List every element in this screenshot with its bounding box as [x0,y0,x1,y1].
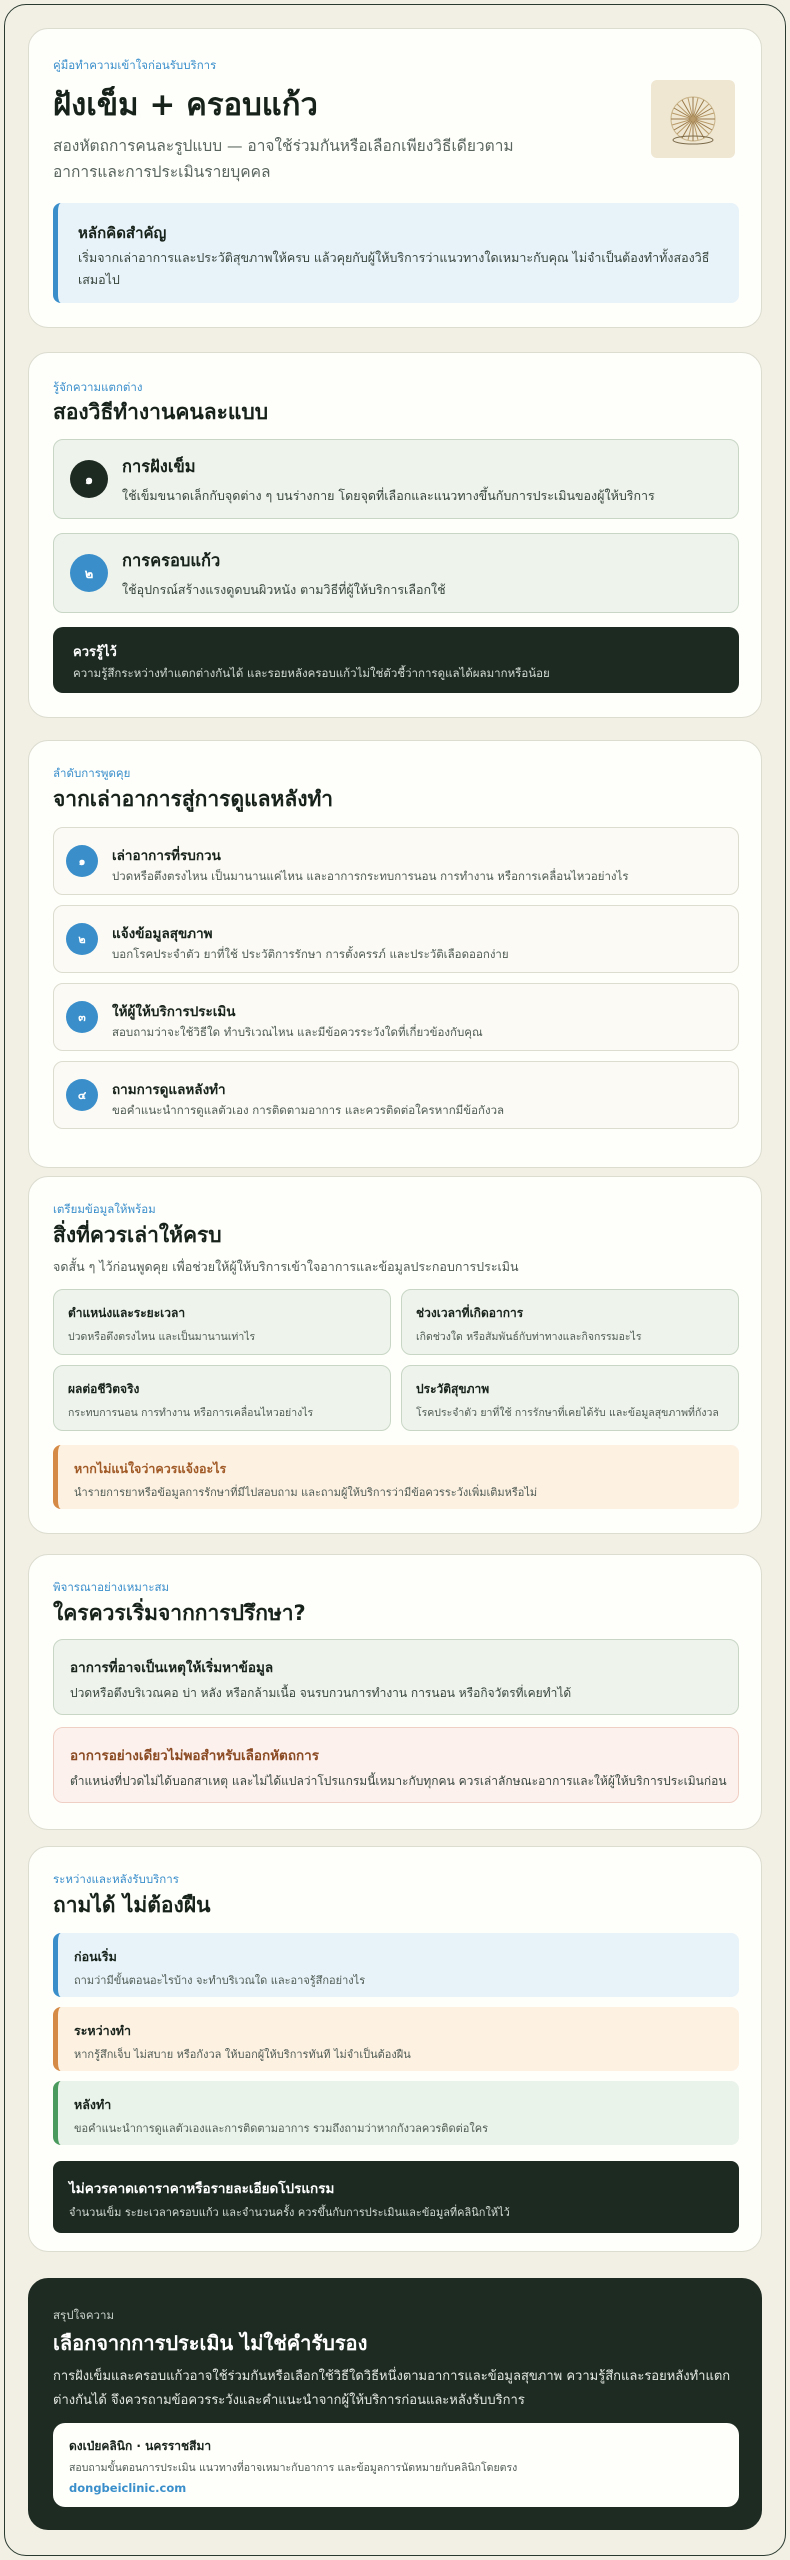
method-title: การฝังเข็ม [122,457,196,476]
questions-kicker: ระหว่างและหลังรับบริการ [53,1872,179,1886]
info-tile [53,1289,391,1355]
steps-title: จากเล่าอาการสู่การดูแลหลังทำ [53,787,334,811]
info-tile [401,1289,739,1355]
step-number-badge: ๒ [66,923,98,955]
before-callout [53,1933,739,1997]
summary-body: การฝังเข็มและครอบแก้วอาจใช้ร่วมกันหรือเลือกใช้วิธีใดวิธีหนึ่งตามอาการและข้อมูลสุขภาพ ความรู้สึกและรอยหลังทำแตกต่างกันได้ จึงควรถามข้อควรระวังและคำแนะนำจากผู้ให้บริการก่อนและหลังรับบริการ [53,2369,731,2408]
tile-title: ประวัติสุขภาพ [416,1382,490,1396]
questions-title: ถามได้ ไม่ต้องฝืน [53,1893,211,1917]
summary-kicker: สรุปใจความ [53,2308,115,2322]
step-body: ปวดหรือตึงตรงไหน เป็นมานานแค่ไหน และอาการกระทบการนอน การทำงาน หรือการเคลื่อนไหวอย่างไร [112,869,629,883]
differences-card [28,352,762,718]
prepare-subtitle: จดสั้น ๆ ไว้ก่อนพูดคุย เพื่อช่วยให้ผู้ให้บริการเข้าใจอาการและข้อมูลประกอบการประเมิน [53,1259,519,1274]
principle-title: หลักคิดสำคัญ [78,224,167,242]
tile-body: กระทบการนอน การทำงาน หรือการเคลื่อนไหวอย่างไร [68,1407,314,1419]
tile-title: ช่วงเวลาที่เกิดอาการ [416,1306,524,1320]
qa-title: หลังทำ [74,2097,112,2112]
step-body: สอบถามว่าจะใช้วิธีใด ทำบริเวณไหน และมีข้อควรระวังใดที่เกี่ยวข้องกับคุณ [112,1025,483,1039]
qa-body: ถามว่ามีขั้นตอนอะไรบ้าง จะทำบริเวณใด และอาจรู้สึกอย่างไร [74,1974,366,1987]
prepare-title: สิ่งที่ควรเล่าให้ครบ [53,1223,222,1247]
intro-lead: สองหัตถการคนละรูปแบบ — อาจใช้ร่วมกันหรือเลือกเพียงวิธีเดียวตามอาการและการประเมินรายบุคคล [53,137,514,181]
unsure-callout [53,1445,739,1509]
step-number-badge: ๔ [66,1079,98,1111]
tile-title: ตำแหน่งและระยะเวลา [68,1306,186,1320]
caution-callout [53,1727,739,1803]
clinic-description: สอบถามขั้นตอนการประเมิน แนวทางที่อาจเหมาะกับอาการ และข้อมูลการนัดหมายกับคลินิกโดยตรง [69,2462,518,2474]
step-item [53,983,739,1051]
info-tile [401,1365,739,1431]
unsure-title: หากไม่แน่ใจว่าควรแจ้งอะไร [74,1461,227,1476]
step-number-badge: ๑ [66,845,98,877]
who-title: ใครควรเริ่มจากการปรึกษา? [53,1601,306,1625]
step-body: ขอคำแนะนำการดูแลตัวเอง การติดตามอาการ และควรติดต่อใครหากมีข้อกังวล [112,1103,505,1117]
unsure-body: นำรายการยาหรือข้อมูลการรักษาที่มีไปสอบถาม และถามผู้ให้บริการว่ามีข้อควรระวังเพิ่มเติมหรือไม่ [74,1486,538,1499]
qa-title: ระหว่างทำ [74,2023,132,2038]
intro-kicker: คู่มือทำความเข้าใจก่อนรับบริการ [53,58,217,72]
differences-title: สองวิธีทำงานคนละแบบ [53,400,269,424]
method-acupuncture [53,439,739,519]
step-title: ให้ผู้ให้บริการประเมิน [112,1004,236,1020]
prepare-card [28,1176,762,1534]
principle-callout [53,203,739,303]
after-callout [53,2081,739,2145]
info-tile [53,1365,391,1431]
page-title: ฝังเข็ม + ครอบแก้ว [53,87,318,123]
step-title: แจ้งข้อมูลสุขภาพ [112,926,213,942]
method-cupping [53,533,739,613]
step-item [53,1061,739,1129]
tile-body: เกิดช่วงใด หรือสัมพันธ์กับท่าทางและกิจกรรมอะไร [416,1331,642,1343]
differences-kicker: รู้จักความแตกต่าง [53,380,143,394]
clinic-info-box [53,2423,739,2507]
step-item [53,827,739,895]
clinic-emblem-icon [651,80,735,158]
step-item [53,905,739,973]
pricing-note [53,2161,739,2233]
tile-title: ผลต่อชีวิตจริง [68,1382,140,1396]
qa-body: ขอคำแนะนำการดูแลตัวเองและการติดตามอาการ รวมถึงถามว่าหากกังวลควรติดต่อใคร [74,2122,488,2135]
step-body: บอกโรคประจำตัว ยาที่ใช้ ประวัติการรักษา การตั้งครรภ์ และประวัติเลือดออกง่าย [112,947,509,961]
summary-card [28,2278,762,2530]
principle-body: เริ่มจากเล่าอาการและประวัติสุขภาพให้ครบ แล้วคุยกับผู้ให้บริการว่าแนวทางใดเหมาะกับคุณ ไม่จำเป็นต้องทำทั้งสองวิธีเสมอไป [78,250,710,287]
caution-body: ตำแหน่งที่ปวดไม่ได้บอกสาเหตุ และไม่ได้แปลว่าโปรแกรมนี้เหมาะกับทุกคน ควรเล่าลักษณะอาการและให้ผู้ให้บริการประเมินก่อน [70,1774,727,1788]
method-number-badge: ๑ [70,460,108,498]
symptom-title: อาการที่อาจเป็นเหตุให้เริ่มหาข้อมูล [70,1660,274,1676]
questions-card [28,1846,762,2252]
symptom-callout [53,1639,739,1715]
steps-kicker: ลำดับการพูดคุย [53,766,131,780]
steps-card [28,740,762,1168]
clinic-name: ดงเป่ยคลินิก · นครราชสีมา [69,2439,212,2453]
summary-title: เลือกจากการประเมิน ไม่ใช่คำรับรอง [53,2331,368,2355]
know-note-body: ความรู้สึกระหว่างทำแตกต่างกันได้ และรอยหลังครอบแก้วไม่ใช่ตัวชี้ว่าการดูแลได้ผลมากหรือน้อย [73,666,550,680]
caution-title: อาการอย่างเดียวไม่พอสำหรับเลือกหัตถการ [70,1748,320,1764]
step-title: ถามการดูแลหลังทำ [112,1082,226,1098]
intro-card [28,28,762,328]
know-note [53,627,739,693]
prepare-kicker: เตรียมข้อมูลให้พร้อม [53,1202,156,1216]
symptom-body: ปวดหรือตึงบริเวณคอ บ่า หลัง หรือกล้ามเนื้อ จนรบกวนการทำงาน การนอน หรือกิจวัตรที่เคยทำได้ [70,1686,572,1700]
tile-body: โรคประจำตัว ยาที่ใช้ การรักษาที่เคยได้รับ และข้อมูลสุขภาพที่กังวล [416,1407,719,1419]
qa-body: หากรู้สึกเจ็บ ไม่สบาย หรือกังวล ให้บอกผู้ให้บริการทันที ไม่จำเป็นต้องฝืน [74,2048,411,2061]
during-callout [53,2007,739,2071]
qa-title: ก่อนเริ่ม [74,1949,117,1964]
pricing-note-body: จำนวนเข็ม ระยะเวลาครอบแก้ว และจำนวนครั้ง ควรขึ้นกับการประเมินและข้อมูลที่คลินิกให้ไว้ [69,2206,510,2219]
who-card [28,1554,762,1830]
method-body: ใช้เข็มขนาดเล็กกับจุดต่าง ๆ บนร่างกาย โดยจุดที่เลือกและแนวทางขึ้นกับการประเมินของผู้ให้บริการ [122,488,655,503]
clinic-website-link[interactable]: dongbeiclinic.com [69,2481,187,2495]
step-title: เล่าอาการที่รบกวน [112,848,221,864]
method-number-badge: ๒ [70,554,108,592]
pricing-note-title: ไม่ควรคาดเดาราคาหรือรายละเอียดโปรแกรม [69,2181,335,2197]
tile-body: ปวดหรือตึงตรงไหน และเป็นมานานเท่าไร [68,1331,256,1343]
method-body: ใช้อุปกรณ์สร้างแรงดูดบนผิวหนัง ตามวิธีที่ผู้ให้บริการเลือกใช้ [122,582,446,597]
method-title: การครอบแก้ว [122,551,221,570]
step-number-badge: ๓ [66,1001,98,1033]
who-kicker: พิจารณาอย่างเหมาะสม [53,1580,170,1594]
know-note-title: ควรรู้ไว้ [73,645,117,660]
